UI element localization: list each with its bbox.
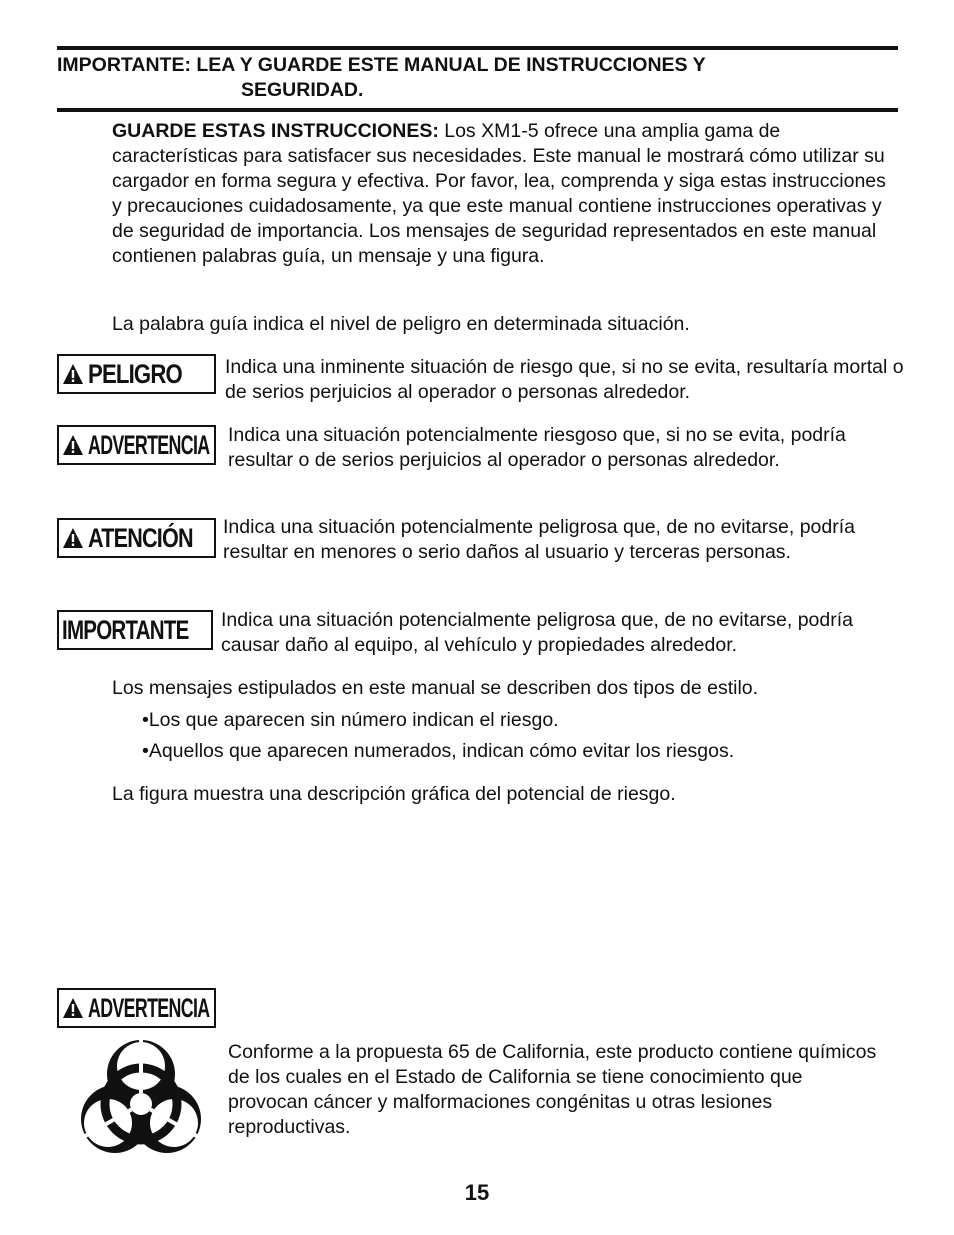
bullet-text: Aquellos que aparecen numerados, indican cómo evitar los riesgos. xyxy=(148,740,735,762)
warning-description: Conforme a la propuesta 65 de California, este producto contiene químicos de los cuales en el Estado de California se tiene conocimiento que provocan cáncer y malformaciones congénitas u otras lesiones reproductivas. xyxy=(228,1041,877,1138)
bullet-item: •Los que aparecen sin número indican el riesgo. xyxy=(142,709,559,731)
intro-text: Los XM1-5 ofrece una amplia gama de características para satisfacer sus necesidades. Este manual le mostrará cómo utilizar su cargador en forma segura y efectiva. Por favor, lea, comprenda y siga estas instrucciones y precauciones cuidadosamente, ya que este manual contiene instrucciones operativas y de seguridad de importancia. Los mensajes de seguridad representados en este manual contienen palabras guía, un mensaje y una figura. xyxy=(112,120,886,267)
importante-label xyxy=(57,610,213,650)
bullet-text: Los que aparecen sin número indican el riesgo. xyxy=(148,709,559,731)
header-line-1: IMPORTANTE: LEA Y GUARDE ESTE MANUAL DE INSTRUCCIONES Y xyxy=(57,54,706,76)
page-header xyxy=(57,53,898,103)
atencion-description: Indica una situación potencialmente peligrosa que, de no evitarse, podría resultar en menores o serio daños al usuario y terceras personas. xyxy=(223,516,855,563)
warning-triangle-icon xyxy=(62,997,84,1019)
figure-note: La figura muestra una descripción gráfica del potencial de riesgo. xyxy=(112,783,676,805)
bullet-item: •Aquellos que aparecen numerados, indican cómo evitar los riesgos. xyxy=(142,740,735,762)
importante-word: IMPORTANTE xyxy=(62,614,189,645)
warning-triangle-icon xyxy=(62,527,84,549)
styles-intro: Los mensajes estipulados en este manual se describen dos tipos de estilo. xyxy=(112,677,759,699)
intro-paragraph xyxy=(112,119,892,269)
importante-description: Indica una situación potencialmente peligrosa que, de no evitarse, podría causar daño al equipo, al vehículo y propiedades alrededor. xyxy=(221,609,853,656)
atencion-word: ATENCIÓN xyxy=(88,522,193,553)
advertencia-label xyxy=(57,425,216,465)
peligro-description: Indica una inminente situación de riesgo que, si no se evita, resultaría mortal o de serios perjuicios al operador o personas alrededor. xyxy=(225,356,904,403)
signal-word-intro: La palabra guía indica el nivel de peligro en determinada situación. xyxy=(112,313,690,335)
peligro-word: PELIGRO xyxy=(88,358,182,389)
page-number: 15 xyxy=(464,1180,490,1205)
intro-bold-lead: GUARDE ESTAS INSTRUCCIONES: xyxy=(112,120,439,142)
top-rule xyxy=(57,46,898,50)
advertencia-warning-label xyxy=(57,988,216,1028)
advertencia-word: ADVERTENCIA xyxy=(88,429,210,460)
biohazard-icon xyxy=(66,1034,216,1174)
advertencia-warning-word: ADVERTENCIA xyxy=(88,992,210,1023)
warning-triangle-icon xyxy=(62,434,84,456)
advertencia-description: Indica una situación potencialmente riesgoso que, si no se evita, podría resultar o de serios perjuicios al operador o personas alrededor. xyxy=(228,424,846,471)
header-line-2: SEGURIDAD. xyxy=(241,79,364,101)
peligro-label xyxy=(57,354,216,394)
header-bottom-rule xyxy=(57,108,898,112)
warning-triangle-icon xyxy=(62,363,84,385)
atencion-label xyxy=(57,518,216,558)
